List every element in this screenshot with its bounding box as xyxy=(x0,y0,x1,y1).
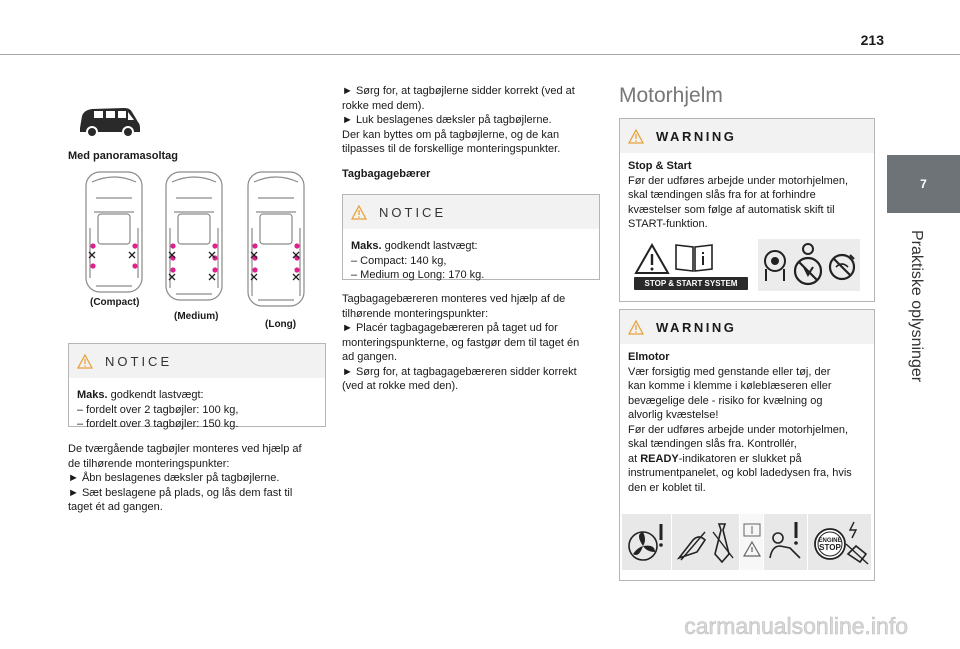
text-line: instrumentpanelet, og kobl ladedysen fra, hvis xyxy=(628,467,852,479)
roof-label-medium: (Medium) xyxy=(174,311,219,322)
text-line: taget ét ad gangen. xyxy=(68,501,163,513)
warning-header xyxy=(620,310,874,344)
no-touch-icon xyxy=(792,241,824,287)
notice-title: NOTICE xyxy=(379,204,447,220)
mechanic-warning-icon xyxy=(766,518,806,566)
text-line: Tagbagagebæreren monteres ved hjælp af de xyxy=(342,293,566,305)
roof-label-compact: (Compact) xyxy=(90,297,140,308)
stop-start-pictograms xyxy=(634,239,860,293)
text-line: Der kan byttes om på tagbøjlerne, og de kan xyxy=(342,128,560,141)
roof-rack-paragraph xyxy=(342,292,604,394)
text-line: Vær forsigtig med genstande eller tøj, der xyxy=(628,365,831,378)
hand-tie-icon xyxy=(675,518,737,566)
notice-line-2: – fordelt over 2 tagbøjler: 100 kg, xyxy=(77,403,239,416)
top-rule xyxy=(0,54,960,55)
text-line: den er koblet til. xyxy=(628,481,706,494)
engine-stop-icon xyxy=(810,518,870,566)
notice-bold: Maks. xyxy=(351,240,382,252)
engine-stop-bottom: STOP xyxy=(818,543,841,552)
warning-triangle-icon xyxy=(77,354,93,369)
chapter-number: 7 xyxy=(920,177,927,191)
pict-cell xyxy=(622,514,672,570)
text-line: ► Luk beslagenes dæksler på tagbøjlerne. xyxy=(342,114,552,126)
ready-post: -indikatoren er slukket på xyxy=(678,452,802,465)
notice-title: NOTICE xyxy=(105,353,173,369)
notice-line-2: – Compact: 140 kg, xyxy=(351,254,447,267)
warning-triangle-icon xyxy=(628,129,644,144)
watermark xyxy=(612,612,912,642)
text-line: skal tændingen slås fra for at forhindre xyxy=(628,189,816,201)
warning-box-2 xyxy=(619,309,875,581)
text-line: ad gangen. xyxy=(342,351,398,363)
warning-body xyxy=(620,153,874,240)
notice-box-1 xyxy=(68,343,326,430)
notice-bold: Maks. xyxy=(77,389,108,401)
roof-diagram xyxy=(84,168,324,334)
engine-stop-top: ENGINE xyxy=(817,538,842,544)
panorama-label: Med panoramasoltag xyxy=(68,150,179,162)
text-line: ► Åbn beslagenes dæksler på tagbøjlerne. xyxy=(68,472,280,484)
hazard-triangle-icon xyxy=(634,243,670,275)
cross-marks xyxy=(89,252,299,280)
pict-cell xyxy=(740,514,764,570)
chapter-tab[interactable] xyxy=(887,155,960,213)
notice-header xyxy=(69,344,325,378)
warning-bold: Elmotor xyxy=(628,351,670,363)
notice-line-1: godkendt lastvægt: xyxy=(381,240,478,252)
fan-warning-icon xyxy=(625,518,669,566)
text-line: monteringspunkterne, og fastgør dem til taget én xyxy=(342,336,580,349)
warning-box-1 xyxy=(619,118,875,302)
warning-bold: Stop & Start xyxy=(628,160,692,172)
text-line: ► Sørg for, at tagbøjlerne sidder korrekt (ved at xyxy=(342,85,575,97)
text-line: bevægelige dele - risiko for kvælning og xyxy=(628,394,823,407)
text-line: (ved at rokke med den). xyxy=(342,380,459,392)
section-heading: Motorhjelm xyxy=(619,84,723,107)
text-line: rokke med dem). xyxy=(342,99,425,112)
ready-pre: at xyxy=(628,452,641,465)
warning-triangle-icon xyxy=(628,320,644,335)
text-line: alvorlig kvæstelse! xyxy=(628,409,719,421)
roof-rack-heading: Tagbagagebærer xyxy=(342,168,431,180)
roof-compact xyxy=(86,172,142,292)
notice-header xyxy=(343,195,599,229)
text-line: skal tændingen slås fra. Kontrollér, xyxy=(628,438,797,450)
fan-belt-icon xyxy=(762,247,788,285)
notice-box-2 xyxy=(342,194,600,280)
warning-body xyxy=(620,344,874,503)
notice-line-1: godkendt lastvægt: xyxy=(107,389,204,401)
elmotor-pictograms xyxy=(622,514,872,570)
roof-label-long: (Long) xyxy=(265,319,297,330)
page-number: 213 xyxy=(860,32,884,48)
watermark-text: carmanualsonline.info xyxy=(684,613,908,639)
text-line: de tilhørende monteringspunkter: xyxy=(68,457,230,470)
warning-title: WARNING xyxy=(656,128,737,144)
rails-paragraph xyxy=(68,442,330,515)
van-icon xyxy=(76,104,142,138)
text-line: tilhørende monteringspunkter: xyxy=(342,307,489,320)
text-line: Før der udføres arbejde under motorhjelmen, xyxy=(628,423,849,436)
manual-warning-icon xyxy=(742,522,762,562)
warning-header xyxy=(620,119,874,153)
ready-bold: READY xyxy=(640,452,679,465)
text-line: ► Sæt beslagene på plads, og lås dem fast til xyxy=(68,486,293,499)
roof-medium xyxy=(166,172,222,300)
text-line: kan komme i klemme i kølebIæseren eller xyxy=(628,380,832,392)
text-line: ► Placér tagbagagebæreren på taget ud for xyxy=(342,322,558,334)
no-hands-icon xyxy=(828,253,856,281)
notice-body xyxy=(69,378,325,440)
text-line: tilpasses til de forskellige monteringspunkter. xyxy=(342,143,561,155)
warning-triangle-icon xyxy=(351,205,367,220)
text-line: START-funktion. xyxy=(628,218,708,230)
manual-book-icon xyxy=(674,241,714,273)
text-line: De tværgående tagbøjler monteres ved hjælp af xyxy=(68,443,302,455)
text-line: Før der udføres arbejde under motorhjelmen, xyxy=(628,174,849,187)
pict-cell xyxy=(672,514,740,570)
notice-line-3: – Medium og Long: 170 kg. xyxy=(351,269,485,281)
rails-paragraph-cont xyxy=(342,84,604,157)
notice-body xyxy=(343,229,599,291)
pict-cell xyxy=(764,514,808,570)
pict-cell xyxy=(808,514,872,570)
roof-long xyxy=(248,172,304,306)
chapter-title: Praktiske oplysninger xyxy=(908,230,925,383)
text-line: kvæstelser som følge af automatisk skift til xyxy=(628,203,835,216)
notice-line-3: – fordelt over 3 tagbøjler: 150 kg. xyxy=(77,418,239,430)
mounting-points xyxy=(90,243,299,272)
text-line: ► Sørg for, at tagbagagebæreren sidder korrekt xyxy=(342,365,577,378)
stop-start-badge: STOP & START SYSTEM xyxy=(634,277,748,290)
warning-title: WARNING xyxy=(656,319,737,335)
